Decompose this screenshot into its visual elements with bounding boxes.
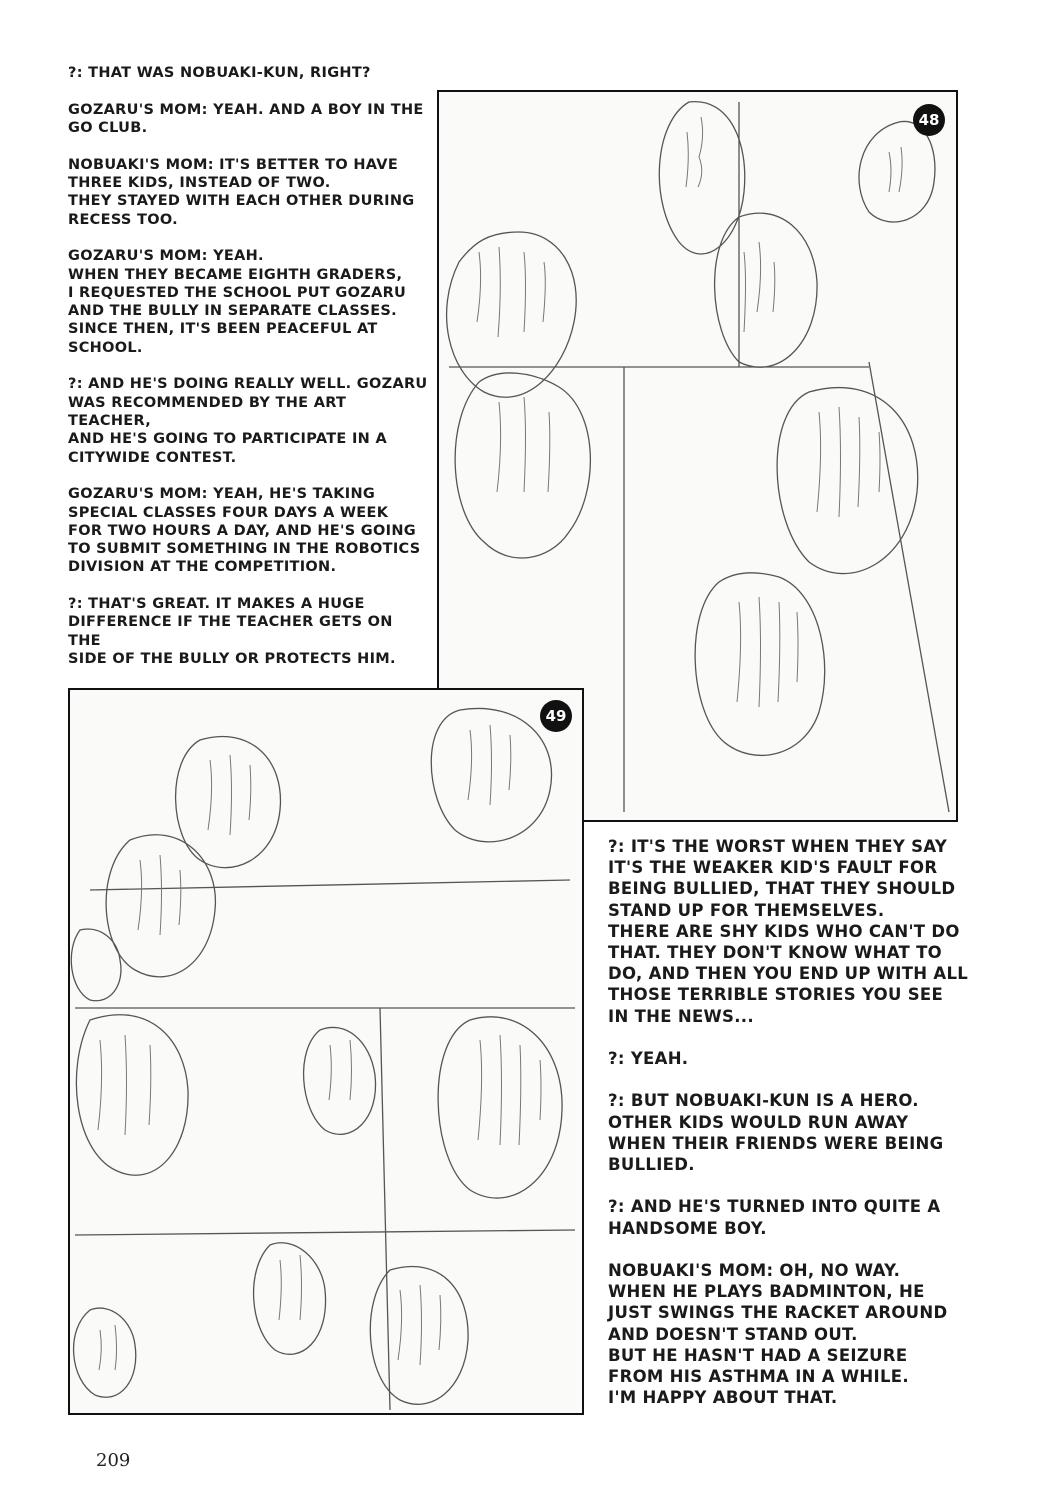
dialogue-line: GOZARU'S MOM: YEAH, HE'S TAKING SPECIAL CLASSES FOUR DAYS A WEEK FOR TWO HOURS A DAY, AND HE'S GOING TO SUBMIT SOMETHING IN THE ROBOTICS DIVISION AT THE COMPETITION. [68, 486, 421, 576]
page-badge-48: 48 [913, 104, 945, 136]
dialogue-line: ?: AND HE'S TURNED INTO QUITE A HANDSOME BOY. [608, 1197, 941, 1238]
page-badge-49: 49 [540, 700, 572, 732]
right-dialogue-column [608, 836, 1008, 1430]
dialogue-line: GOZARU'S MOM: YEAH. AND A BOY IN THE GO CLUB. [68, 101, 424, 136]
left-dialogue-column [68, 64, 428, 723]
dialogue-line: ?: YEAH. [608, 1049, 689, 1069]
storyboard-sketch [70, 690, 582, 1413]
dialogue-line: ?: AND HE'S DOING REALLY WELL. GOZARU WAS RECOMMENDED BY THE ART TEACHER, AND HE'S GOING TO PARTICIPATE IN A CITYWIDE CONTEST. [68, 376, 428, 466]
dialogue-line: ?: THAT'S GREAT. IT MAKES A HUGE DIFFERENCE IF THE TEACHER GETS ON THE SIDE OF THE BULLY OR PROTECTS HIM. [68, 596, 396, 668]
dialogue-line: NOBUAKI'S MOM: OH, NO WAY. WHEN HE PLAYS BADMINTON, HE JUST SWINGS THE RACKET AROUND AND DOESN'T STAND OUT. BUT HE HASN'T HAD A SEIZURE FROM HIS ASTHMA IN A WHILE. I'M HAPPY ABOUT THAT. [608, 1261, 948, 1408]
dialogue-line: ?: IT'S THE WORST WHEN THEY SAY IT'S THE WEAKER KID'S FAULT FOR BEING BULLIED, THAT THEY SHOULD STAND UP FOR THEMSELVES. THERE ARE SHY KIDS WHO CAN'T DO THAT. THEY DON'T KNOW WHAT TO DO, AND THEN YOU END UP WITH ALL THOSE TERRIBLE STORIES YOU SEE IN THE NEWS... [608, 837, 969, 1026]
page-number: 209 [96, 1450, 131, 1471]
dialogue-line: GOZARU'S MOM: YEAH. WHEN THEY BECAME EIGHTH GRADERS, I REQUESTED THE SCHOOL PUT GOZARU AND THE BULLY IN SEPARATE CLASSES. SINCE THEN, IT'S BEEN PEACEFUL AT SCHOOL. [68, 248, 407, 356]
dialogue-line: NOBUAKI'S MOM: IT'S BETTER TO HAVE THREE KIDS, INSTEAD OF TWO. THEY STAYED WITH EACH OTHER DURING RECESS TOO. [68, 156, 415, 228]
sketch-panel-49 [68, 688, 584, 1415]
dialogue-line: ?: THAT WAS NOBUAKI-KUN, RIGHT? [68, 65, 371, 81]
dialogue-line: ?: BUT NOBUAKI-KUN IS A HERO. OTHER KIDS WOULD RUN AWAY WHEN THEIR FRIENDS WERE BEING BULLIED. [608, 1091, 944, 1175]
